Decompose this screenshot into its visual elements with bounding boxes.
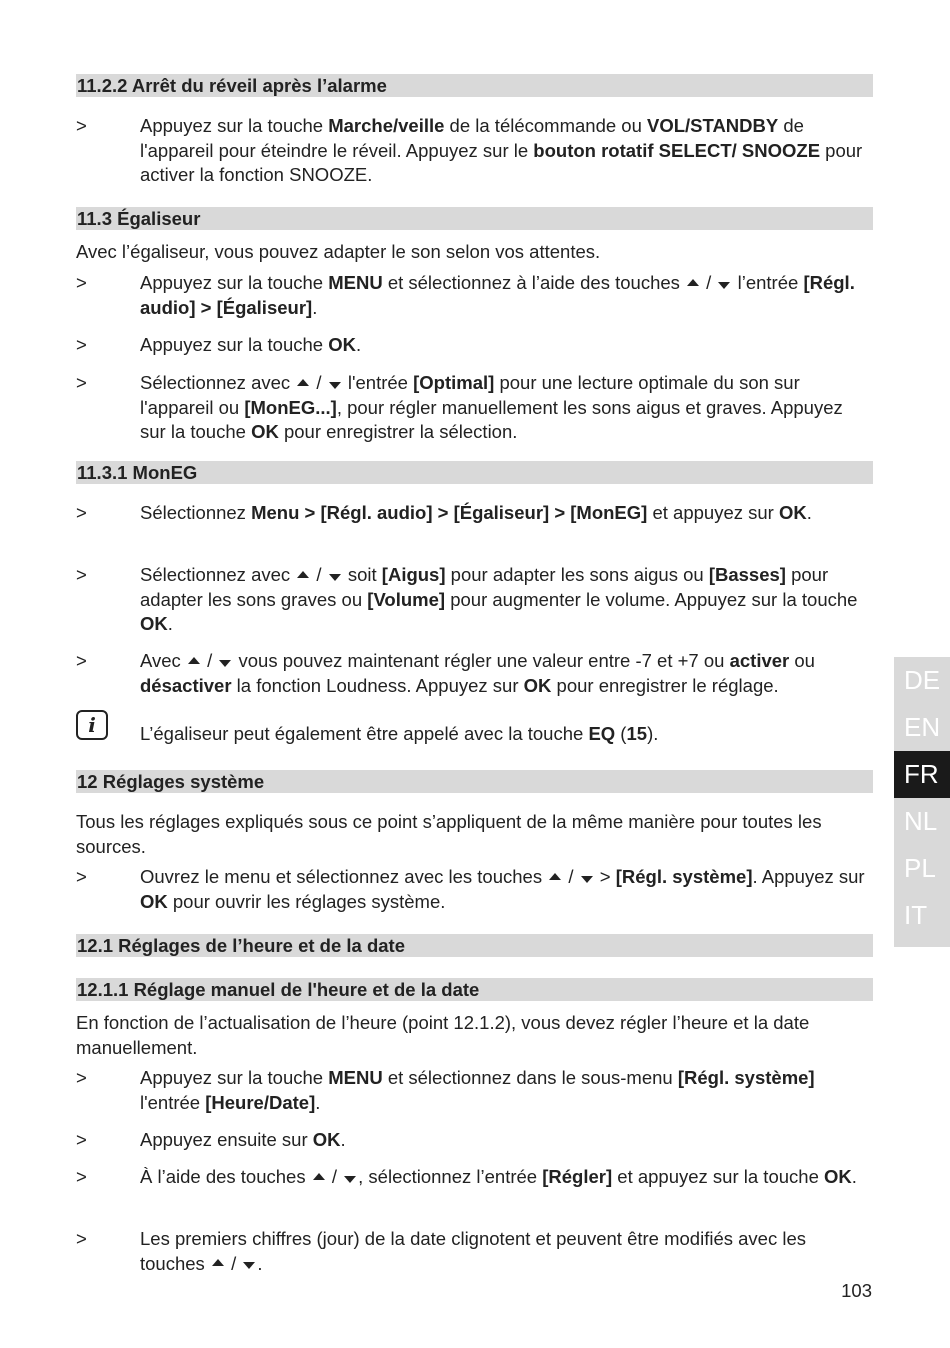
arrow-down-icon — [243, 1262, 255, 1269]
arrow-up-icon — [687, 279, 699, 286]
list-item: > Appuyez sur la touche OK. — [76, 333, 873, 358]
list-item: > Sélectionnez avec / l'entrée [Optimal] pour une lecture optimale du son sur l'appareil ou [MonEG...], pour régler manuellement les sons aigus et graves. Appuyez sur la touche OK pour enregistrer la sélection. — [76, 372, 843, 443]
list-item: > Appuyez sur la touche MENU et sélectionnez dans le sous-menu [Régl. système] l'entrée [Heure/Date]. — [76, 1067, 815, 1113]
list-item: > Appuyez sur la touche MENU et sélectionnez à l’aide des touches / l’entrée [Régl. audio] > [Égaliseur]. — [76, 272, 855, 318]
bullet-symbol: > — [76, 334, 87, 355]
arrow-up-icon — [188, 657, 200, 664]
arrow-down-icon — [718, 282, 730, 289]
section-heading-12: 12 Réglages système — [76, 770, 873, 793]
language-tabs — [894, 657, 950, 947]
list-item: > Appuyez sur la touche Marche/veille de la télécommande ou VOL/STANDBY de l'appareil pour éteindre le réveil. Appuyez sur le bouton rotatif SELECT/ SNOOZE pour activer la fonction SNOOZE. — [76, 115, 863, 186]
bullet-symbol: > — [76, 650, 87, 671]
section-heading-11-3: 11.3 Égaliseur — [76, 207, 873, 230]
arrow-down-icon — [329, 382, 341, 389]
bullet-symbol: > — [76, 1228, 87, 1249]
info-icon: i — [76, 710, 108, 740]
section-heading-11-3-1: 11.3.1 MonEG — [76, 461, 873, 484]
lang-tab-it[interactable]: IT — [904, 900, 928, 930]
bullet-symbol: > — [76, 502, 87, 523]
arrow-up-icon — [549, 873, 561, 880]
section-heading-11-2-2: 11.2.2 Arrêt du réveil après l’alarme — [76, 74, 873, 97]
bullet-symbol: > — [76, 1129, 87, 1150]
bullet-symbol: > — [76, 372, 87, 393]
bullet-symbol: > — [76, 564, 87, 585]
list-item: > À l’aide des touches / , sélectionnez l’entrée [Régler] et appuyez sur la touche OK. — [76, 1165, 873, 1190]
bullet-symbol: > — [76, 1067, 87, 1088]
lang-tab-nl[interactable]: NL — [904, 806, 938, 836]
lang-tab-pl[interactable]: PL — [904, 853, 936, 883]
list-item: > Sélectionnez avec / soit [Aigus] pour adapter les sons aigus ou [Basses] pour adapter les sons graves ou [Volume] pour augmenter le volume. Appuyez sur la touche OK. — [76, 564, 858, 635]
list-item: > Appuyez ensuite sur OK. — [76, 1128, 873, 1153]
info-note: L’égaliseur peut également être appelé avec la touche EQ (15). — [140, 723, 659, 744]
list-item: > Les premiers chiffres (jour) de la date clignotent et peuvent être modifiés avec les touches / . — [76, 1228, 806, 1274]
arrow-down-icon — [329, 574, 341, 581]
list-item: > Ouvrez le menu et sélectionnez avec les touches / > [Régl. système]. Appuyez sur OK pour ouvrir les réglages système. — [76, 866, 865, 912]
arrow-up-icon — [297, 379, 309, 386]
section-intro: En fonction de l’actualisation de l’heure (point 12.1.2), vous devez régler l’heure et la date manuellement. — [76, 1012, 810, 1058]
bullet-symbol: > — [76, 1166, 87, 1187]
arrow-up-icon — [297, 571, 309, 578]
section-heading-12-1: 12.1 Réglages de l’heure et de la date — [76, 934, 873, 957]
bullet-symbol: > — [76, 272, 87, 293]
list-item: > Sélectionnez Menu > [Régl. audio] > [Égaliseur] > [MonEG] et appuyez sur OK. — [76, 501, 873, 526]
section-heading-12-1-1: 12.1.1 Réglage manuel de l'heure et de la date — [76, 978, 873, 1001]
page-number: 103 — [841, 1280, 872, 1301]
arrow-down-icon — [344, 1176, 356, 1183]
arrow-up-icon — [212, 1259, 224, 1266]
section-intro: Tous les réglages expliqués sous ce point s’appliquent de la même manière pour toutes les sources. — [76, 811, 822, 857]
arrow-down-icon — [219, 660, 231, 667]
section-intro: Avec l’égaliseur, vous pouvez adapter le son selon vos attentes. — [76, 241, 601, 262]
lang-tab-fr[interactable]: FR — [894, 751, 950, 798]
lang-tab-en[interactable]: EN — [904, 712, 941, 742]
bullet-symbol: > — [76, 115, 87, 136]
bullet-symbol: > — [76, 866, 87, 887]
lang-tab-de[interactable]: DE — [904, 665, 941, 695]
arrow-down-icon — [581, 876, 593, 883]
list-item: > Avec / vous pouvez maintenant régler une valeur entre -7 et +7 ou activer ou désactiver la fonction Loudness. Appuyez sur OK pour enregistrer le réglage. — [76, 650, 815, 696]
arrow-up-icon — [313, 1173, 325, 1180]
